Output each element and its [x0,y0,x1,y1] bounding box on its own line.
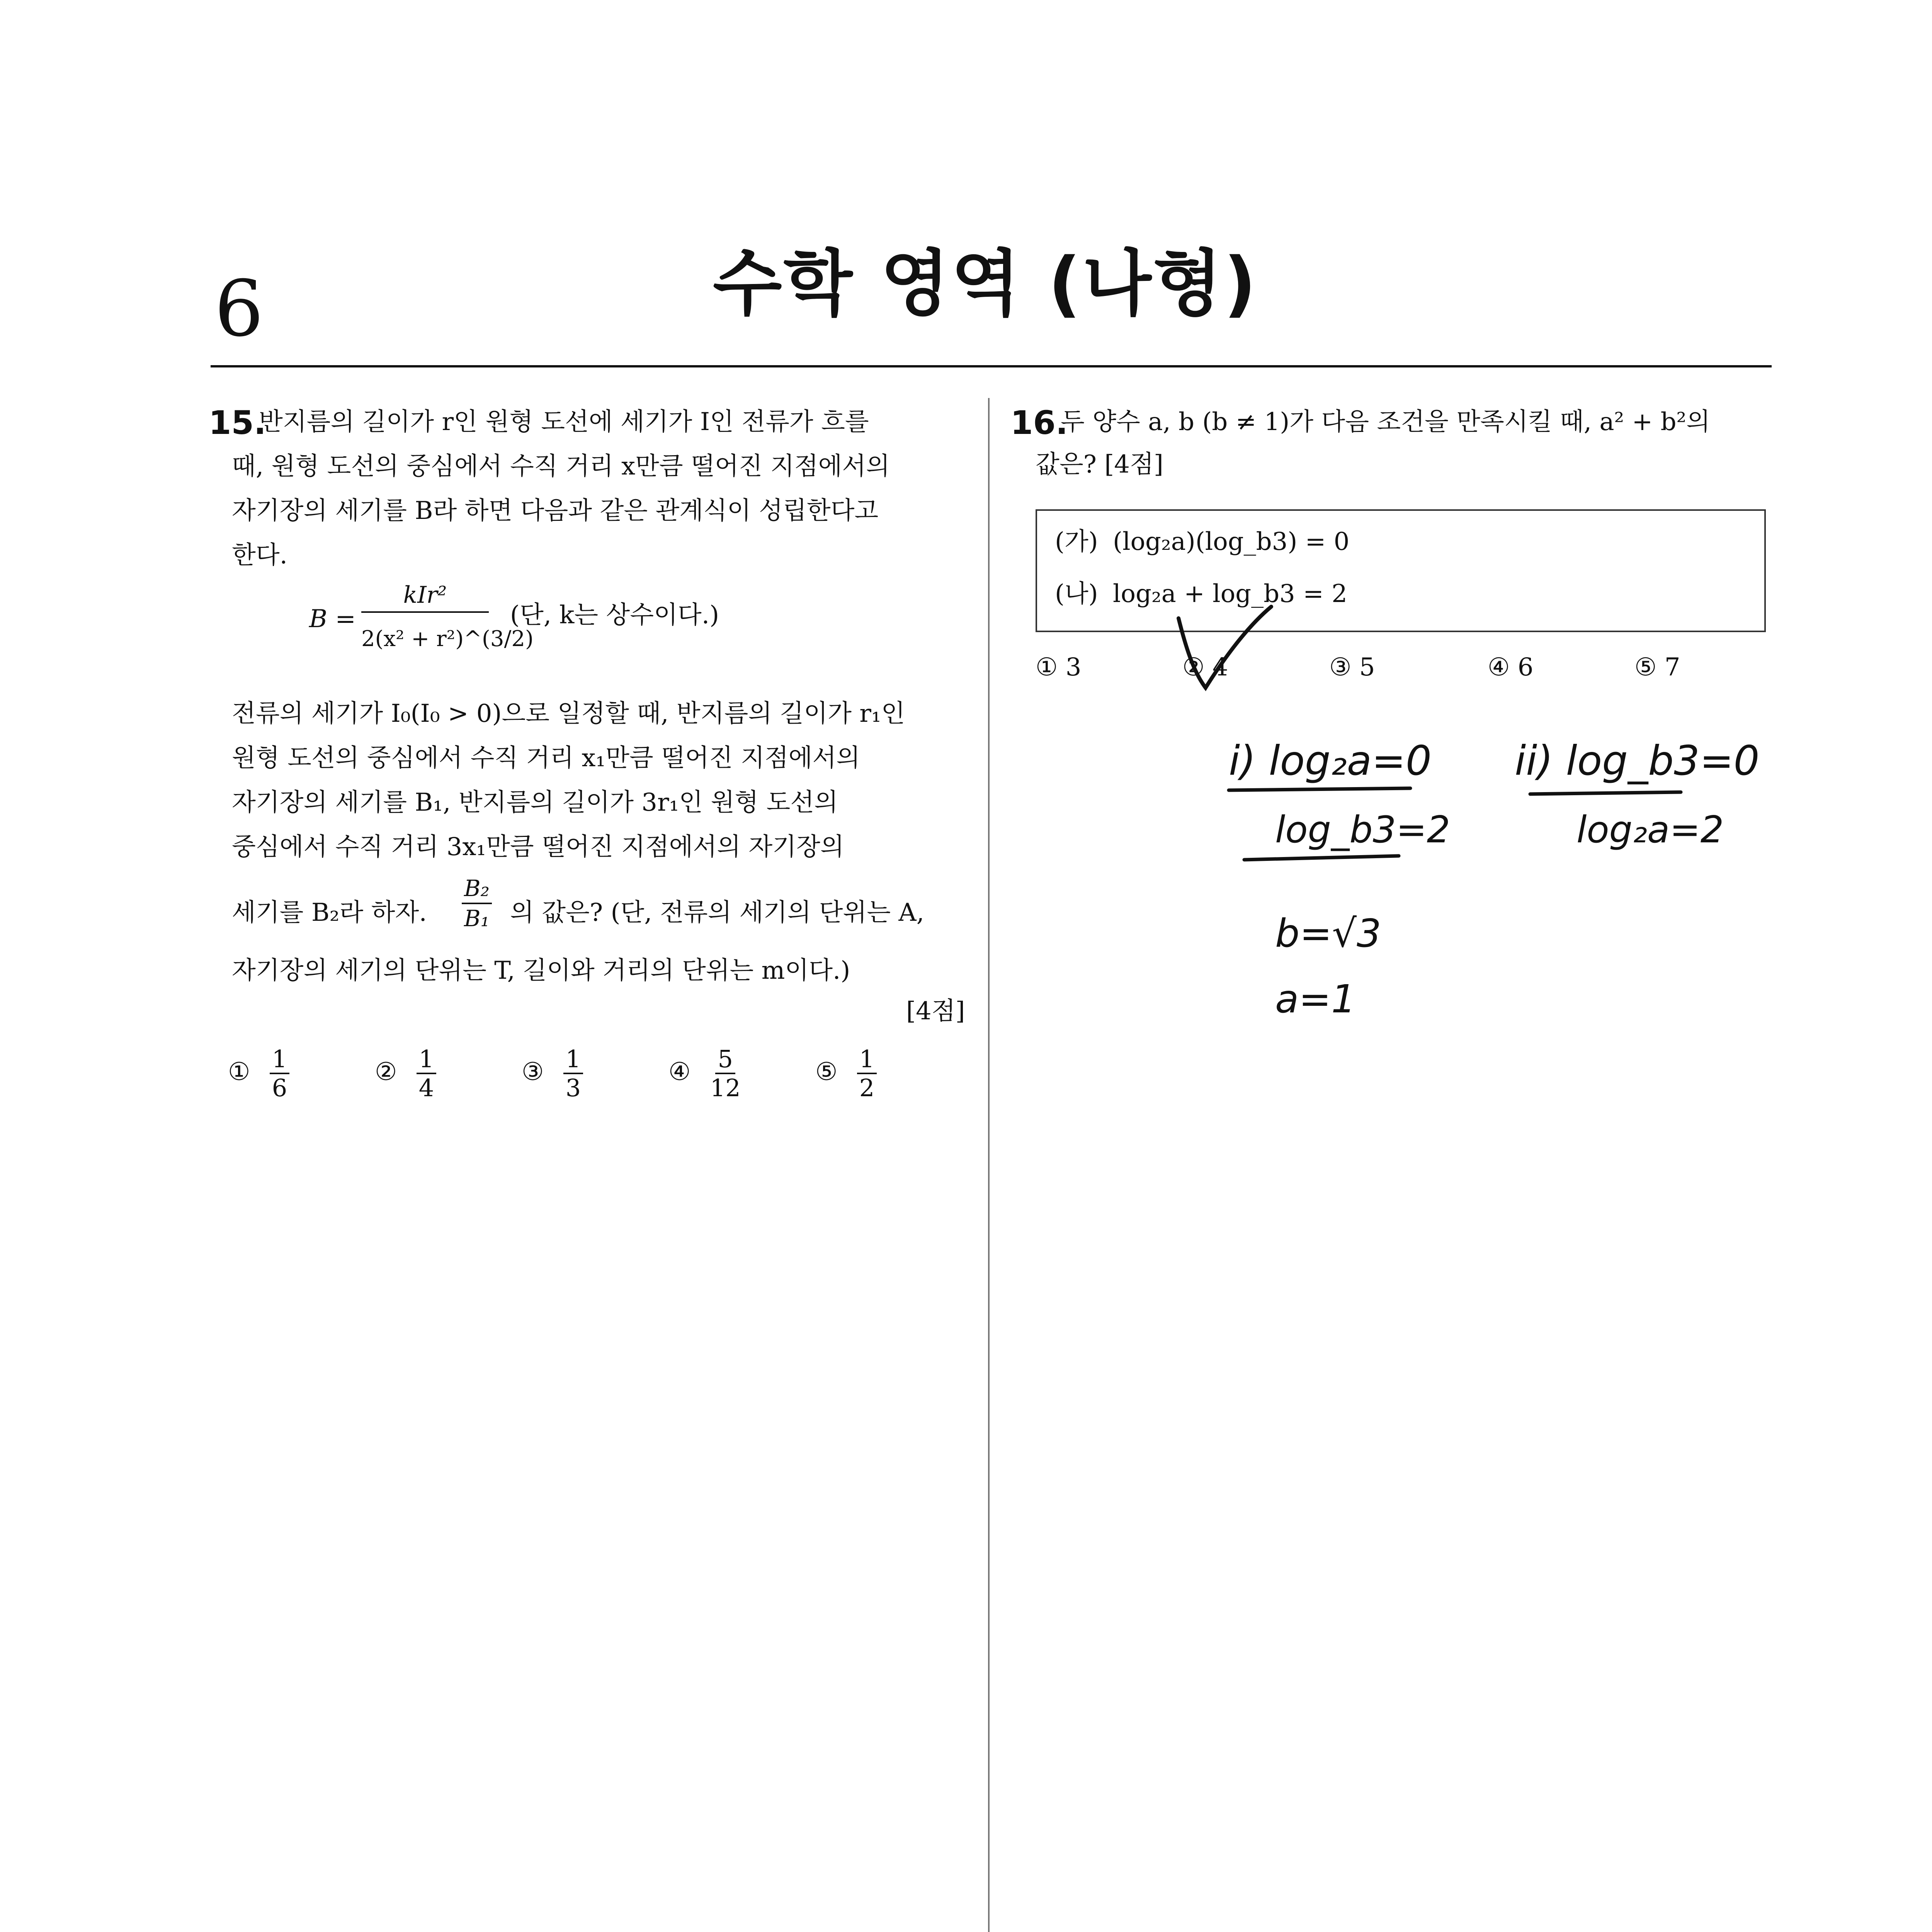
q15-line: 한다. [232,541,287,570]
q15-number: 15. [209,404,266,442]
choice-denominator: 6 [272,1074,287,1102]
handwriting-underline [1244,856,1399,860]
q16-number: 16. [1010,404,1068,442]
choice-numerator: 1 [417,1045,436,1074]
q15-ask-prefix: 세기를 B₂라 하자. [232,898,427,927]
choice-mark: ② [1182,653,1205,682]
q15-points: [4점] [906,997,965,1026]
subject-title: 수학 영역 (나형) [713,242,1258,325]
choice-numerator: 1 [857,1045,877,1074]
choice-value: 6 [1517,653,1534,682]
hw-case2-line1: ii) log_b3=0 [1515,737,1760,784]
q15-formula-note: (단, k는 상수이다.) [510,601,719,629]
q15-body-line: 전류의 세기가 I₀(I₀ > 0)으로 일정할 때, 반지름의 길이가 r₁인 [232,699,905,728]
choice-denominator: 12 [710,1074,741,1102]
choice-numerator: 1 [270,1045,289,1074]
q15-body-line: 중심에서 수직 거리 3x₁만큼 떨어진 지점에서의 자기장의 [232,833,844,861]
q15-body-line: 자기장의 세기를 B₁, 반지름의 길이가 3r₁인 원형 도선의 [232,788,838,817]
choice-numerator: 1 [563,1045,583,1074]
q15-ask-line2: 자기장의 세기의 단위는 T, 길이와 거리의 단위는 m이다.) [232,956,850,985]
q15-line: 때, 원형 도선의 중심에서 수직 거리 x만큼 떨어진 지점에서의 [232,452,890,481]
handwriting-underline [1229,788,1410,790]
hw-case1-line1: i) log₂a=0 [1229,737,1432,784]
q16-line: 두 양수 a, b (b ≠ 1)가 다음 조건을 만족시킬 때, a² + b²의 [1061,408,1710,436]
q15-formula-denominator: 2(x² + r²)^(3/2) [361,626,534,651]
choice-denominator: 2 [859,1074,875,1102]
choice-mark: ④ [1488,653,1510,682]
choice-value: 7 [1664,653,1680,682]
choice-denominator: 3 [565,1074,581,1102]
choice-mark: ④ [668,1057,691,1086]
choice-mark: ⑤ [815,1057,838,1086]
handwriting-underline [1530,792,1681,794]
q16-cond-a: (log₂a)(log_b3) = 0 [1113,527,1350,556]
choice-mark: ⑤ [1634,653,1657,682]
hw-case1-a: a=1 [1275,976,1356,1022]
q15-line: 반지름의 길이가 r인 원형 도선에 세기가 I인 전류가 흐를 [259,408,869,436]
choice-mark: ① [1036,653,1058,682]
choice-numerator: 5 [715,1045,735,1074]
choice-mark: ③ [522,1057,544,1086]
choice-value: 3 [1065,653,1082,682]
q15-ask-numerator: B₂ [462,877,492,904]
choice-denominator: 4 [418,1074,434,1102]
hw-case1-line2: log_b3=2 [1275,809,1451,851]
checkmark-icon [1179,607,1271,688]
choice-value: 4 [1212,653,1228,682]
q16-cond-b: log₂a + log_b3 = 2 [1113,580,1347,608]
hw-case1-b: b=√3 [1275,911,1381,956]
hw-case2-line2: log₂a=2 [1577,809,1724,851]
q15-ask-denominator: B₁ [464,905,490,932]
choice-mark: ① [228,1057,250,1086]
choice-value: 5 [1359,653,1375,682]
q16-cond-a-label: (가) [1055,527,1098,556]
q15-formula-numerator: kIr² [361,583,489,613]
choice-mark: ③ [1329,653,1352,682]
q16-cond-b-label: (나) [1055,580,1098,608]
q16-line: 값은? [4점] [1036,450,1163,479]
q15-body-line: 원형 도선의 중심에서 수직 거리 x₁만큼 떨어진 지점에서의 [232,744,861,772]
q15-formula-lhs: B = [309,605,356,633]
page-number: 6 [214,264,264,354]
q15-ask-suffix: 의 값은? (단, 전류의 세기의 단위는 A, [510,898,924,927]
choice-mark: ② [375,1057,397,1086]
q15-line: 자기장의 세기를 B라 하면 다음과 같은 관계식이 성립한다고 [232,497,879,525]
